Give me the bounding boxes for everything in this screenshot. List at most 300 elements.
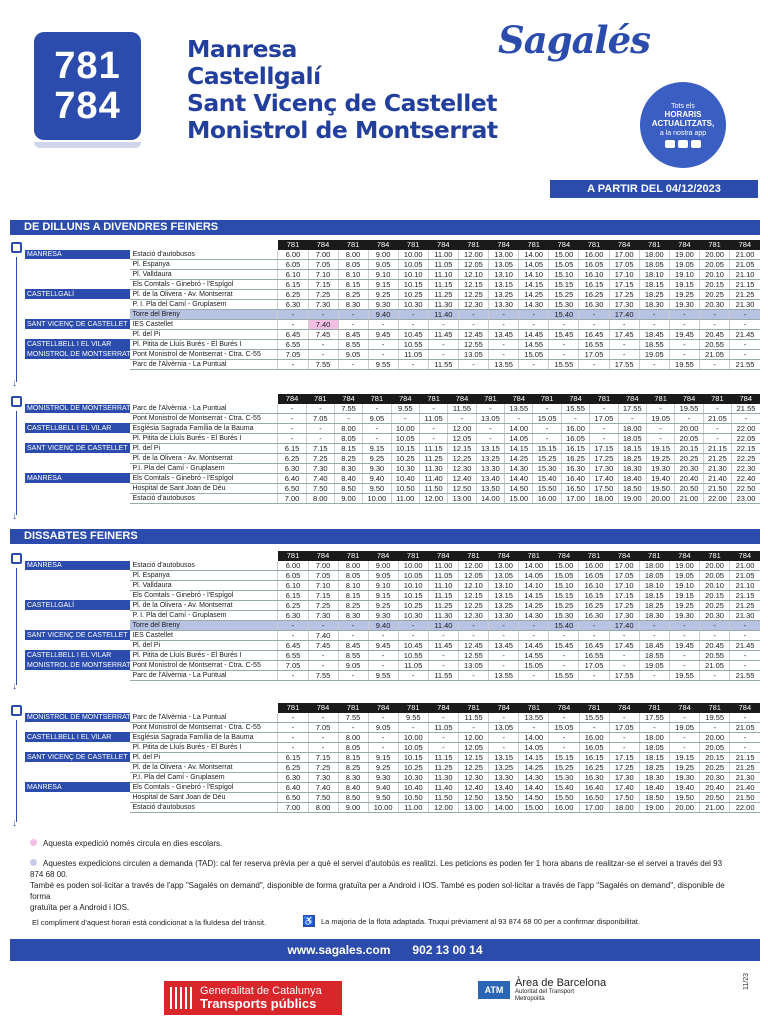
app-promo-badge — [640, 82, 726, 168]
departure-time: 11.00 — [398, 802, 428, 812]
departure-time: 9.45 — [368, 640, 398, 650]
departure-time: 7.40 — [308, 319, 338, 329]
departure-time: 12.30 — [448, 463, 476, 473]
departure-time: - — [419, 404, 447, 414]
departure-time: 16.00 — [533, 493, 561, 503]
departure-time: 14.50 — [519, 792, 549, 802]
town-label — [25, 772, 130, 782]
departure-time: - — [278, 309, 308, 319]
line-number-header: 784 — [308, 240, 338, 250]
departure-time: 16.30 — [579, 772, 609, 782]
departure-time: 14.15 — [519, 279, 549, 289]
departure-time: 6.30 — [278, 610, 308, 620]
arrow-down-icon: ↓ — [12, 511, 17, 522]
departure-time: 20.10 — [700, 269, 730, 279]
departure-time: 14.00 — [489, 802, 519, 812]
town-label — [25, 620, 130, 630]
departure-time: 15.00 — [519, 802, 549, 812]
departure-time: - — [308, 650, 338, 660]
line-number-header: 781 — [579, 240, 609, 250]
line-number-header: 784 — [609, 551, 639, 561]
departure-time: - — [458, 359, 488, 369]
departure-time: - — [489, 319, 519, 329]
departure-time: - — [669, 630, 699, 640]
stop-name: Hospital de Sant Joan de Déu — [130, 792, 278, 802]
town-label: CASTELLBELL I EL VILAR — [25, 650, 130, 660]
departure-time: 16.10 — [579, 580, 609, 590]
departure-time: 16.00 — [549, 802, 579, 812]
departure-time: 14.50 — [505, 483, 533, 493]
departure-time: - — [730, 650, 760, 660]
departure-time: 14.25 — [519, 762, 549, 772]
departure-time: 7.00 — [278, 802, 308, 812]
departure-time: 13.30 — [489, 299, 519, 309]
departure-time: 10.25 — [398, 289, 428, 299]
departure-time: 7.30 — [306, 463, 334, 473]
departure-time: 19.40 — [646, 473, 674, 483]
departure-time: 12.45 — [458, 329, 488, 339]
departure-time: 19.00 — [669, 250, 699, 260]
departure-time: 10.15 — [398, 279, 428, 289]
departure-time: - — [278, 630, 308, 640]
stop-name: P. I. Pla del Camí - Gruplasem — [130, 299, 278, 309]
departure-time: - — [458, 630, 488, 640]
departure-time: 21.55 — [730, 359, 760, 369]
route-number: 784 — [54, 85, 121, 127]
town-label — [25, 570, 130, 580]
town-label: CASTELLBELL I EL VILAR — [25, 732, 130, 742]
departure-time: 18.00 — [618, 423, 646, 433]
departure-time: - — [368, 713, 398, 723]
line-number-header: 784 — [549, 551, 579, 561]
departure-time: 6.50 — [278, 792, 308, 802]
departure-time: 20.45 — [700, 329, 730, 339]
departure-time: 9.25 — [368, 289, 398, 299]
line-number-header: 784 — [549, 240, 579, 250]
arrow-down-icon: ↓ — [12, 818, 17, 829]
departure-time: 21.25 — [730, 762, 760, 772]
departure-time: 19.10 — [669, 269, 699, 279]
departure-time: - — [669, 713, 699, 723]
departure-time: 9.10 — [368, 269, 398, 279]
departure-time: 16.45 — [579, 640, 609, 650]
departure-time: 16.15 — [561, 443, 589, 453]
departure-time: 6.40 — [278, 782, 308, 792]
departure-time: - — [609, 650, 639, 660]
line-number-header: 784 — [368, 240, 398, 250]
timetable-row — [25, 570, 760, 580]
route-rail — [10, 703, 24, 828]
departure-time: 12.50 — [448, 483, 476, 493]
departure-time: 10.40 — [398, 782, 428, 792]
departure-time: 21.15 — [703, 443, 731, 453]
weekday-outbound-block — [10, 240, 760, 388]
departure-time: 7.05 — [308, 722, 338, 732]
departure-time: 16.05 — [579, 570, 609, 580]
departure-time: 7.05 — [308, 259, 338, 269]
departure-time: 17.55 — [609, 359, 639, 369]
departure-time: - — [368, 660, 398, 670]
departure-time: 18.30 — [639, 772, 669, 782]
town-label — [25, 742, 130, 752]
timetable-row — [25, 349, 760, 359]
departure-time: 9.30 — [368, 772, 398, 782]
departure-time: 11.50 — [428, 792, 458, 802]
departure-time: - — [590, 423, 618, 433]
stop-name: IES Castellet — [130, 630, 278, 640]
departure-time: - — [609, 630, 639, 640]
departure-time: - — [549, 732, 579, 742]
departure-time: 8.30 — [334, 463, 362, 473]
departure-time: 13.00 — [489, 250, 519, 260]
line-number-header: 781 — [646, 394, 674, 404]
departure-time: 13.30 — [476, 463, 504, 473]
departure-time: 10.00 — [398, 732, 428, 742]
bus-icon — [11, 705, 22, 716]
departure-time: 13.45 — [489, 640, 519, 650]
departure-time: - — [308, 620, 338, 630]
departure-time: 21.50 — [730, 792, 760, 802]
departure-time: 17.05 — [609, 570, 639, 580]
departure-time: - — [363, 404, 391, 414]
departure-time: 13.55 — [519, 713, 549, 723]
departure-time: 12.30 — [459, 772, 489, 782]
departure-time: 19.45 — [669, 640, 699, 650]
departure-time: - — [489, 309, 519, 319]
departure-time: 11.15 — [428, 590, 458, 600]
tad-legend-dot — [30, 859, 37, 866]
departure-time: 21.05 — [730, 259, 760, 269]
departure-time: 18.05 — [639, 742, 669, 752]
departure-time: 9.25 — [368, 762, 398, 772]
departure-time: 22.50 — [732, 483, 760, 493]
departure-time: - — [609, 319, 639, 329]
departure-time: 13.15 — [476, 443, 504, 453]
timetable-row — [25, 483, 760, 493]
departure-time: 6.00 — [278, 250, 308, 260]
departure-time: 7.15 — [308, 590, 338, 600]
departure-time: 12.55 — [458, 339, 488, 349]
departure-time: 11.30 — [428, 610, 458, 620]
departure-time: 17.30 — [590, 463, 618, 473]
departure-time: 15.00 — [549, 250, 579, 260]
timetable-row — [25, 359, 760, 369]
departure-time: 12.00 — [419, 493, 447, 503]
departure-time: 22.15 — [732, 443, 760, 453]
departure-time: 8.40 — [334, 473, 362, 483]
departure-time: - — [338, 359, 368, 369]
stop-name: Pl. Pitita de Lluís Burés - El Burés I — [130, 433, 277, 443]
line-header-row — [25, 551, 760, 561]
departure-time: 8.25 — [338, 289, 368, 299]
departure-time: 13.05 — [489, 259, 519, 269]
departure-time: 18.15 — [639, 590, 669, 600]
departure-time: - — [618, 413, 646, 423]
departure-time: 17.05 — [609, 722, 639, 732]
departure-time: - — [338, 630, 368, 640]
timetable-row — [25, 792, 760, 802]
website-link[interactable]: www.sagales.com — [287, 943, 391, 957]
departure-time: 7.15 — [306, 443, 334, 453]
timetable-row — [25, 742, 760, 752]
timetable-weekday-outbound — [25, 240, 760, 370]
departure-time: 18.55 — [639, 650, 669, 660]
departure-time: 16.05 — [579, 742, 609, 752]
departure-time: 10.55 — [398, 339, 428, 349]
town-label — [25, 359, 130, 369]
departure-time: 15.25 — [549, 600, 579, 610]
departure-time: 17.00 — [609, 250, 639, 260]
catalan-flag-icon — [170, 987, 194, 1009]
departure-time: 10.00 — [363, 493, 391, 503]
departure-time: 14.00 — [505, 423, 533, 433]
departure-time: 14.10 — [519, 580, 549, 590]
departure-time: - — [579, 630, 609, 640]
departure-time: 11.30 — [419, 463, 447, 473]
departure-time: - — [639, 359, 669, 369]
departure-time: 12.25 — [458, 600, 488, 610]
departure-time: 15.40 — [549, 782, 579, 792]
departure-time: 14.25 — [505, 453, 533, 463]
line-number-header: 781 — [458, 551, 488, 561]
departure-time: 14.30 — [519, 772, 549, 782]
departure-time: 17.05 — [590, 413, 618, 423]
stop-name: Parc de l'Alvèrnia - La Puntual — [130, 713, 278, 723]
departure-time: - — [489, 742, 519, 752]
departure-time: 16.25 — [579, 289, 609, 299]
departure-time: - — [579, 309, 609, 319]
departure-time: 18.15 — [639, 752, 669, 762]
departure-time: - — [519, 670, 549, 680]
departure-time: 7.40 — [308, 630, 338, 640]
departure-time: - — [730, 349, 760, 359]
departure-time: 15.55 — [549, 670, 579, 680]
departure-time: - — [730, 630, 760, 640]
town-label — [25, 670, 130, 680]
departure-time: 7.10 — [308, 269, 338, 279]
departure-time: - — [505, 413, 533, 423]
departure-time: 7.00 — [308, 561, 338, 571]
departure-time: - — [609, 713, 639, 723]
departure-time: 18.50 — [639, 792, 669, 802]
departure-time: 19.00 — [639, 802, 669, 812]
departure-time: 7.55 — [334, 404, 362, 414]
departure-time: 13.15 — [489, 752, 519, 762]
departure-time: 21.05 — [730, 570, 760, 580]
stop-name: Pl. del Pi — [130, 752, 278, 762]
departure-time: 8.50 — [338, 792, 368, 802]
departure-time: - — [519, 620, 549, 630]
departure-time: 20.25 — [700, 600, 730, 610]
atm-logo-mark: ATM — [478, 981, 510, 999]
stop-name: Estació d'autobusos — [130, 802, 278, 812]
town-title: Manresa — [187, 35, 297, 63]
departure-time: 15.30 — [549, 772, 579, 782]
departure-time: - — [489, 713, 519, 723]
saturday-outbound-block — [10, 551, 760, 691]
departure-time: 12.00 — [428, 802, 458, 812]
departure-time: 8.10 — [338, 580, 368, 590]
departure-time: 10.50 — [391, 483, 419, 493]
departure-time: - — [489, 630, 519, 640]
town-label: CASTELLBELL I EL VILAR — [25, 423, 130, 433]
line-number-header: 784 — [732, 394, 760, 404]
note-traffic: El compliment d'aquest horari està condicionat a la fluïdesa del trànsit. — [32, 918, 267, 927]
departure-time: 17.40 — [609, 309, 639, 319]
departure-time: 11.55 — [448, 404, 476, 414]
timetable-row — [25, 413, 760, 423]
departure-time: - — [419, 423, 447, 433]
departure-time: 10.15 — [391, 443, 419, 453]
timetable-row — [25, 772, 760, 782]
line-number-header: 781 — [458, 240, 488, 250]
departure-time: 18.05 — [639, 570, 669, 580]
stop-name: Parc de l'Alvèrnia - La Puntual — [130, 670, 278, 680]
departure-time: 14.05 — [505, 433, 533, 443]
town-label — [25, 259, 130, 269]
departure-time: 7.00 — [308, 250, 338, 260]
departure-time: - — [338, 670, 368, 680]
departure-time: 8.55 — [338, 650, 368, 660]
departure-time: 20.15 — [700, 590, 730, 600]
departure-time: 13.55 — [489, 359, 519, 369]
arrow-down-icon: ↓ — [12, 681, 17, 692]
departure-time: 22.05 — [732, 433, 760, 443]
departure-time: 6.55 — [278, 339, 308, 349]
departure-time: - — [278, 433, 306, 443]
departure-time: 13.00 — [489, 561, 519, 571]
departure-time: 21.00 — [675, 493, 703, 503]
departure-time: - — [278, 620, 308, 630]
departure-time: 14.40 — [505, 473, 533, 483]
gencat-line1: Generalitat de Catalunya — [200, 985, 322, 997]
departure-time: - — [579, 670, 609, 680]
departure-time: 7.15 — [308, 279, 338, 289]
departure-time: 11.25 — [419, 453, 447, 463]
android-icon — [678, 140, 688, 148]
departure-time: 11.05 — [398, 660, 428, 670]
departure-time: 17.50 — [609, 792, 639, 802]
departure-time: 9.30 — [368, 610, 398, 620]
departure-time: - — [428, 630, 458, 640]
town-label: MONISTROL DE MONTSERRAT — [27, 713, 131, 721]
atm-logo — [478, 977, 606, 1003]
departure-time: - — [639, 722, 669, 732]
departure-time: 18.50 — [618, 483, 646, 493]
departure-time: 10.10 — [398, 580, 428, 590]
departure-time: 13.05 — [489, 722, 519, 732]
departure-time: 18.05 — [639, 259, 669, 269]
departure-time: 13.30 — [489, 772, 519, 782]
departure-time: 15.05 — [549, 259, 579, 269]
line-number-header: 781 — [700, 703, 730, 713]
departure-time: - — [308, 339, 338, 349]
line-number-header: 781 — [579, 703, 609, 713]
departure-time: 11.05 — [398, 349, 428, 359]
departure-time: 10.15 — [398, 590, 428, 600]
departure-time: 18.15 — [618, 443, 646, 453]
stop-name: P.I. Pla del Camí - Gruplasem — [130, 463, 277, 473]
departure-time: 18.15 — [639, 279, 669, 289]
departure-time: 6.25 — [278, 453, 306, 463]
departure-time: 21.45 — [730, 640, 760, 650]
departure-time: 10.05 — [398, 570, 428, 580]
departure-time: 18.45 — [639, 329, 669, 339]
town-label: MANRESA — [25, 561, 130, 571]
departure-time: - — [368, 319, 398, 329]
departure-time: 20.00 — [669, 802, 699, 812]
departure-time: - — [278, 423, 306, 433]
departure-time: - — [489, 650, 519, 660]
departure-time: 21.15 — [730, 590, 760, 600]
timetable-row — [25, 299, 760, 309]
timetable-row — [25, 423, 760, 433]
departure-time: 8.15 — [338, 279, 368, 289]
departure-time: 19.55 — [675, 404, 703, 414]
departure-time: - — [703, 404, 731, 414]
departure-time: 10.00 — [398, 250, 428, 260]
departure-time: 10.50 — [398, 792, 428, 802]
departure-time: 16.25 — [579, 762, 609, 772]
departure-time: 16.00 — [579, 250, 609, 260]
departure-time: 8.00 — [338, 250, 368, 260]
departure-time: - — [308, 660, 338, 670]
departure-time: - — [428, 713, 458, 723]
departure-time: 13.40 — [489, 782, 519, 792]
line-number-header: 784 — [489, 551, 519, 561]
departure-time: 21.40 — [730, 782, 760, 792]
departure-time: 9.45 — [368, 329, 398, 339]
departure-time: - — [428, 660, 458, 670]
departure-time: 11.25 — [428, 600, 458, 610]
departure-time: 11.40 — [419, 473, 447, 483]
departure-time: 19.25 — [669, 289, 699, 299]
departure-time: 21.55 — [732, 404, 760, 414]
departure-time: 19.45 — [669, 329, 699, 339]
stop-name: Pl. Pitita de Lluís Burés - El Burés I — [130, 742, 278, 752]
departure-time: 15.40 — [549, 309, 579, 319]
departure-time: 17.30 — [609, 610, 639, 620]
departure-time: 7.55 — [308, 359, 338, 369]
departure-time: 19.50 — [669, 792, 699, 802]
departure-time: 20.25 — [675, 453, 703, 463]
departure-time: 15.00 — [549, 561, 579, 571]
departure-time: 14.10 — [519, 269, 549, 279]
town-label — [25, 792, 130, 802]
line-number-header: 784 — [609, 703, 639, 713]
departure-time: - — [533, 404, 561, 414]
departure-time: 8.25 — [334, 453, 362, 463]
departure-time: 13.25 — [489, 289, 519, 299]
departure-time: 7.05 — [278, 349, 308, 359]
departure-time: 15.50 — [549, 792, 579, 802]
departure-time: - — [428, 339, 458, 349]
departure-time: 19.05 — [669, 570, 699, 580]
section-saturday-title: DISSABTES FEINERS — [10, 529, 760, 544]
departure-time: - — [669, 660, 699, 670]
departure-time: 19.15 — [669, 752, 699, 762]
departure-time: - — [458, 620, 488, 630]
departure-time: - — [489, 660, 519, 670]
note-school — [30, 838, 222, 849]
town-label: MANRESA — [25, 473, 130, 483]
departure-time: - — [278, 742, 308, 752]
departure-time: - — [368, 339, 398, 349]
departure-time: - — [338, 620, 368, 630]
valid-from-banner: A PARTIR DEL 04/12/2023 — [550, 180, 758, 198]
town-title: Sant Vicenç de Castellet — [187, 89, 497, 117]
departure-time: 7.55 — [338, 713, 368, 723]
